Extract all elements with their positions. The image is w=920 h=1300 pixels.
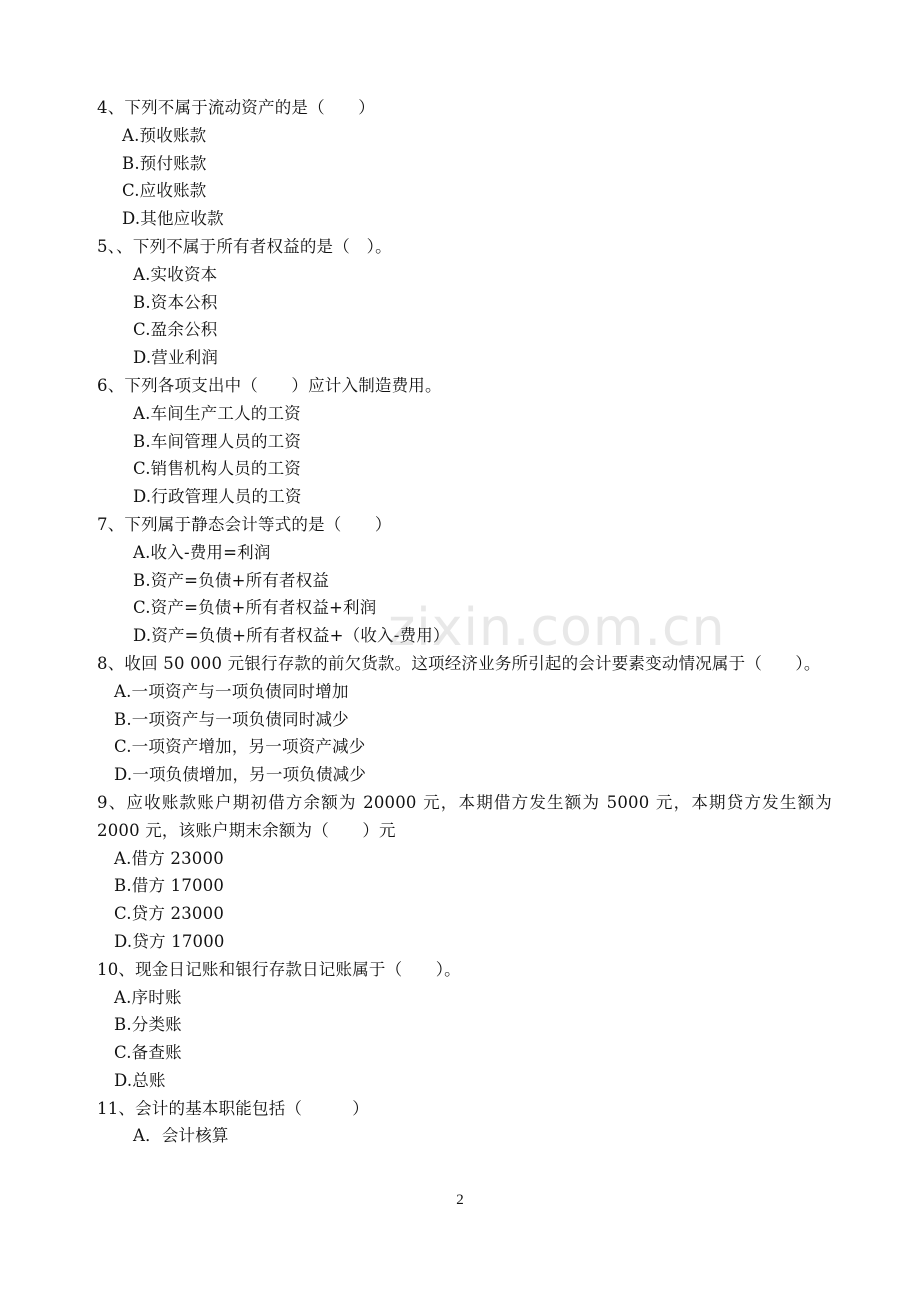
option-b: B.分类账 <box>114 1015 182 1035</box>
option-a: A．会计核算 <box>133 1126 229 1146</box>
option-d: D.一项负债增加，另一项负债减少 <box>114 765 367 785</box>
question-8 <box>97 650 832 789</box>
question-stem: 9、应收账款账户期初借方余额为 20000 元，本期借方发生额为 5000 元，本期贷方发生额为 2000 元，该账户期末余额为（ ）元 <box>97 792 838 840</box>
option-c: C.销售机构人员的工资 <box>133 459 301 479</box>
question-5 <box>97 233 832 372</box>
option-b: B.预付账款 <box>122 153 207 173</box>
option-a: A.序时账 <box>114 987 182 1007</box>
option-a: A.收入-费用=利润 <box>133 542 271 562</box>
question-11 <box>97 1095 832 1151</box>
option-c: C.备查账 <box>114 1043 182 1063</box>
question-stem: 10、现金日记账和银行存款日记账属于（ ）。 <box>97 959 461 979</box>
option-a: A.预收账款 <box>122 125 207 145</box>
question-stem: 4、下列不属于流动资产的是（ ） <box>97 98 375 117</box>
option-d: D.贷方 17000 <box>114 931 225 951</box>
question-10 <box>97 956 832 1095</box>
option-a: A.一项资产与一项负债同时增加 <box>114 681 349 701</box>
option-d: D.总账 <box>114 1070 166 1090</box>
question-stem: 7、下列属于静态会计等式的是（ ） <box>97 514 392 534</box>
page-number: 2 <box>456 1192 464 1208</box>
option-a: A.借方 23000 <box>114 848 224 868</box>
question-9 <box>97 789 838 956</box>
option-c: C.一项资产增加，另一项资产减少 <box>114 737 366 757</box>
option-b: B.资本公积 <box>133 292 218 312</box>
option-c: C.盈余公积 <box>133 320 218 340</box>
option-b: B.一项资产与一项负债同时减少 <box>114 709 349 729</box>
question-stem: 11、会计的基本职能包括（ ） <box>97 1098 369 1118</box>
question-list <box>97 94 838 1150</box>
option-b: B.资产=负债+所有者权益 <box>133 570 330 590</box>
question-4 <box>97 94 832 233</box>
question-stem: 6、下列各项支出中（ ）应计入制造费用。 <box>97 375 442 395</box>
option-d: D.其他应收款 <box>122 209 224 229</box>
option-c: C.应收账款 <box>122 181 207 201</box>
watermark: zixin.com.cn <box>388 598 726 658</box>
option-d: D.行政管理人员的工资 <box>133 487 302 507</box>
question-7 <box>97 511 832 650</box>
question-stem: 5、、下列不属于所有者权益的是（ ）。 <box>97 236 392 256</box>
option-d: D.营业利润 <box>133 348 219 368</box>
option-c: C.资产=负债+所有者权益+利润 <box>133 598 377 618</box>
question-stem: 8、收回 50 000 元银行存款的前欠货款。这项经济业务所引起的会计要素变动情况属于（ ）。 <box>97 653 821 673</box>
option-a: A.实收资本 <box>133 264 218 284</box>
option-b: B.借方 17000 <box>114 876 225 896</box>
option-b: B.车间管理人员的工资 <box>133 431 302 451</box>
question-6 <box>97 372 832 511</box>
option-d: D.资产=负债+所有者权益+（收入-费用） <box>133 626 450 646</box>
option-a: A.车间生产工人的工资 <box>133 403 301 423</box>
option-c: C.贷方 23000 <box>114 904 225 924</box>
